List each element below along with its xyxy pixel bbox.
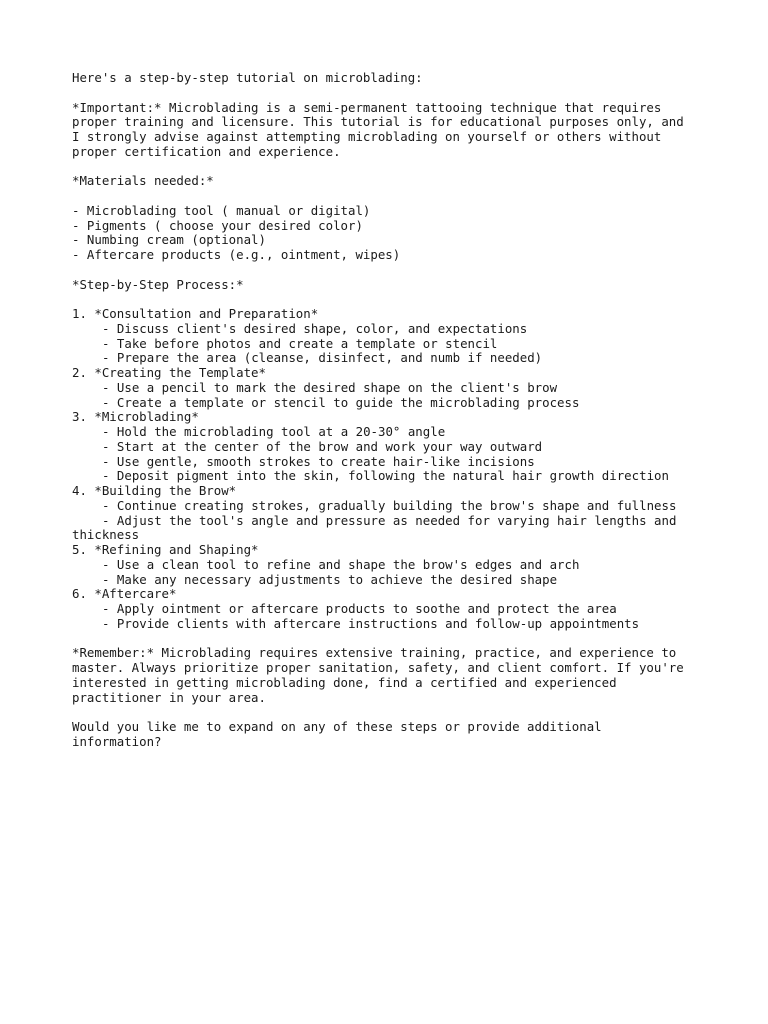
blank-line xyxy=(72,189,712,204)
paragraph-line: practitioner in your area. xyxy=(72,689,266,705)
step-item: - Start at the center of the brow and work your way outward xyxy=(102,438,543,454)
step-title: 6. *Aftercare* xyxy=(72,586,177,602)
step-item: - Use a pencil to mark the desired shape on the client's brow xyxy=(102,379,558,395)
list-item: - Pigments ( choose your desired color) xyxy=(72,217,363,233)
step-title: 5. *Refining and Shaping* xyxy=(72,542,259,557)
paragraph-line: information? xyxy=(72,733,162,749)
step-item: - Discuss client's desired shape, color, and expectations xyxy=(102,320,528,336)
paragraph-line: *Remember:* Microblading requires extensive training, practice, and experience to xyxy=(72,645,677,661)
step-title: 2. *Creating the Template* xyxy=(72,365,266,380)
paragraph-line: I strongly advise against attempting microblading on yourself or others without xyxy=(72,129,662,144)
step-item: - Use a clean tool to refine and shape the brow's edges and arch xyxy=(102,556,580,572)
blank-line xyxy=(72,86,712,101)
step-item: - Create a template or stencil to guide the microblading process xyxy=(102,394,580,410)
blank-line xyxy=(72,263,712,278)
materials-list xyxy=(72,204,712,263)
step-item-wrap: thickness xyxy=(72,527,140,543)
step-item: - Hold the microblading tool at a 20-30° angle xyxy=(102,424,446,439)
document-page xyxy=(72,71,712,750)
process-heading: *Step-by-Step Process:* xyxy=(72,276,244,292)
blank-line xyxy=(72,160,712,175)
list-item: - Microblading tool ( manual or digital) xyxy=(72,202,371,218)
step-item: - Take before photos and create a template or stencil xyxy=(102,335,498,351)
step-item: - Apply ointment or aftercare products to soothe and protect the area xyxy=(102,601,617,616)
step-item: - Make any necessary adjustments to achieve the desired shape xyxy=(102,571,558,587)
step-item: - Continue creating strokes, gradually building the brow's shape and fullness xyxy=(102,497,677,513)
step-item: - Provide clients with aftercare instructions and follow-up appointments xyxy=(102,615,640,631)
materials-heading: *Materials needed:* xyxy=(72,173,214,189)
blank-line xyxy=(72,632,712,647)
step-item: - Deposit pigment into the skin, following the natural hair growth direction xyxy=(102,468,669,484)
closing-paragraph xyxy=(72,720,712,750)
steps-list xyxy=(72,307,712,632)
blank-line xyxy=(72,705,712,720)
important-paragraph xyxy=(72,101,712,160)
step-item: - Prepare the area (cleanse, disinfect, and numb if needed) xyxy=(102,350,543,366)
paragraph-line: *Important:* Microblading is a semi-permanent tattooing technique that requires xyxy=(72,99,662,115)
intro-line: Here's a step-by-step tutorial on microblading: xyxy=(72,70,423,85)
blank-line xyxy=(72,292,712,307)
paragraph-line: master. Always prioritize proper sanitation, safety, and client comfort. If you're xyxy=(72,660,684,675)
step-title: 1. *Consultation and Preparation* xyxy=(72,306,319,321)
list-item: - Numbing cream (optional) xyxy=(72,232,266,248)
step-item: - Adjust the tool's angle and pressure as needed for varying hair lengths and xyxy=(102,512,677,528)
remember-paragraph xyxy=(72,646,712,705)
step-title: 4. *Building the Brow* xyxy=(72,483,237,498)
step-item: - Use gentle, smooth strokes to create hair-like incisions xyxy=(102,453,535,469)
paragraph-line: interested in getting microblading done, find a certified and experienced xyxy=(72,674,617,690)
step-title: 3. *Microblading* xyxy=(72,409,199,425)
paragraph-line: proper training and licensure. This tutorial is for educational purposes only, and xyxy=(72,114,684,130)
list-item: - Aftercare products (e.g., ointment, wipes) xyxy=(72,247,401,262)
paragraph-line: Would you like me to expand on any of these steps or provide additional xyxy=(72,719,602,734)
paragraph-line: proper certification and experience. xyxy=(72,143,341,159)
